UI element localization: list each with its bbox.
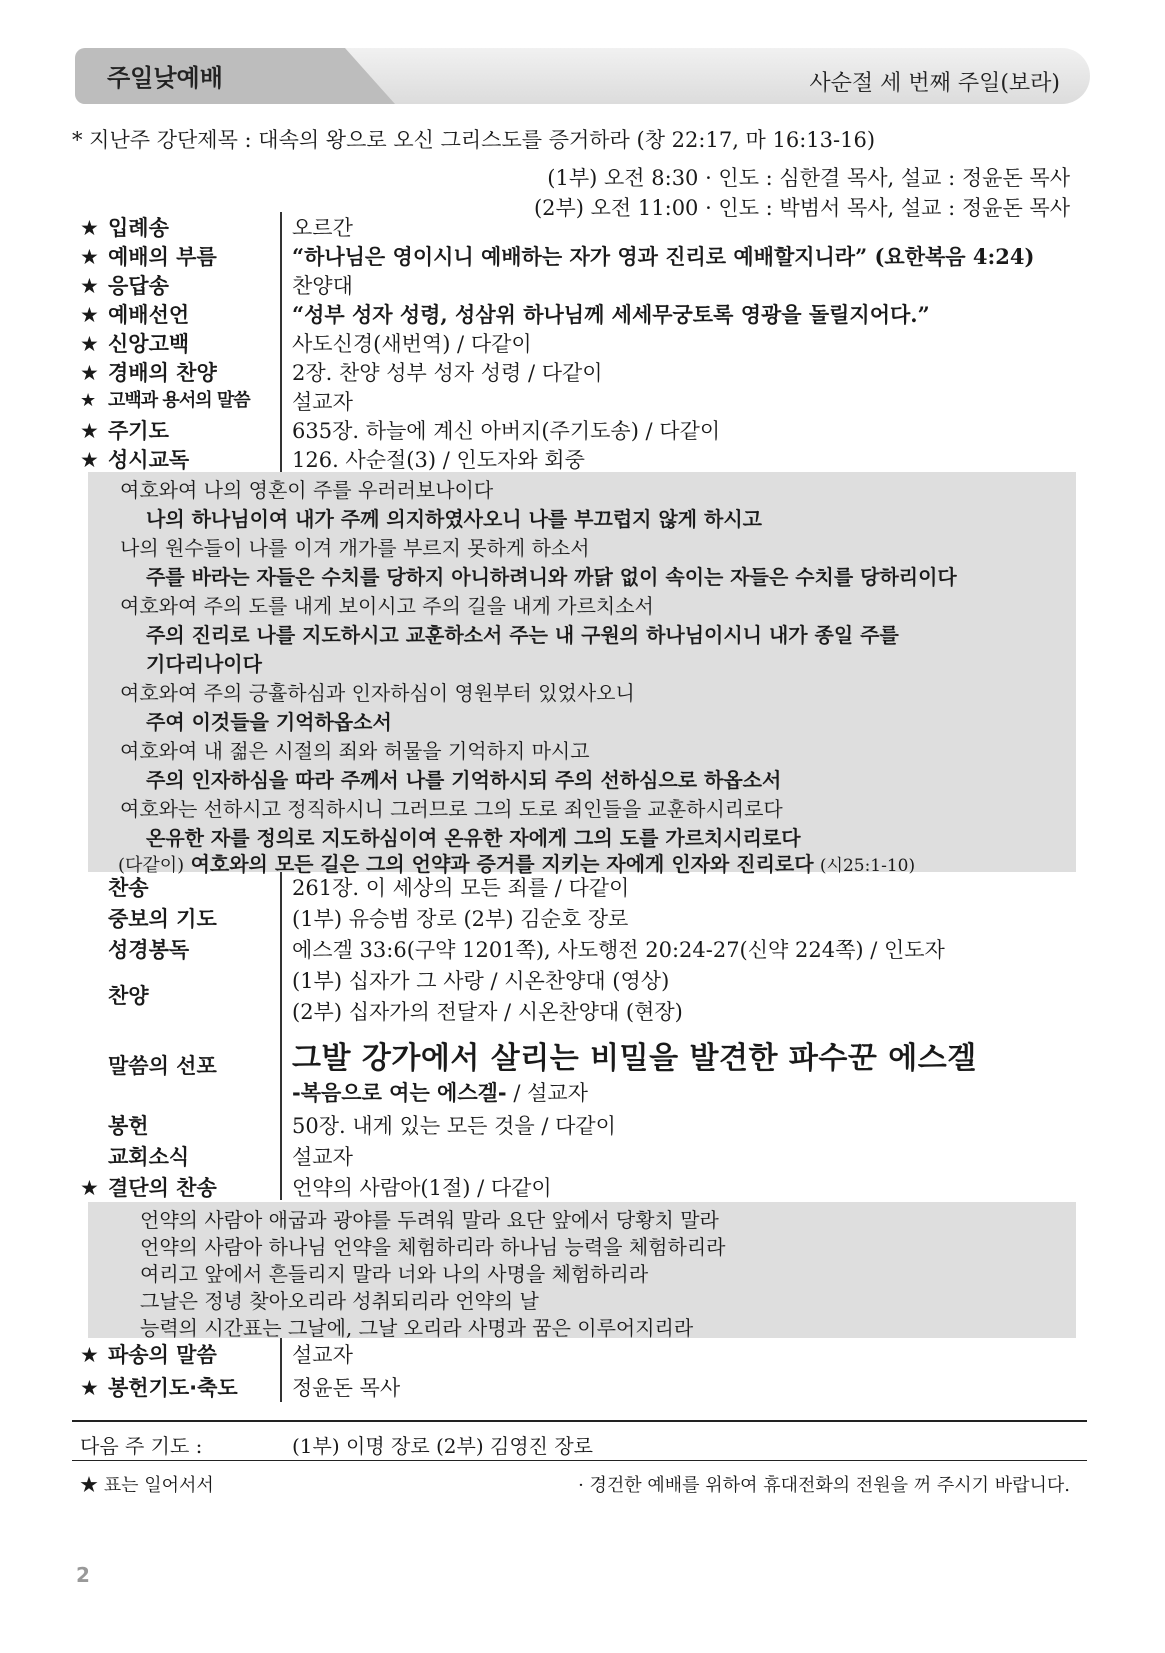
order-value: 126. 사순절(3) / 인도자와 회중 — [292, 448, 585, 472]
order-label: ★ 주기도 — [80, 419, 169, 443]
order-label: ★ 고백과 용서의 말씀 — [80, 390, 250, 411]
order-value: 설교자 — [292, 1145, 353, 1169]
star-icon: ★ — [80, 274, 99, 298]
order-value: 50장. 내게 있는 모든 것을 / 다같이 — [292, 1114, 616, 1138]
reading-line-leader: 여호와는 선하시고 정직하시니 그러므로 그의 도로 죄인들을 교훈하시리로다 — [120, 797, 783, 821]
order-value: 설교자 — [292, 1343, 353, 1367]
order-label: 찬송 — [108, 876, 149, 900]
section-subtitle: 사순절 세 번째 주일(보라) — [809, 71, 1060, 96]
star-icon: ★ — [80, 216, 99, 240]
divider-line — [72, 1460, 1087, 1461]
reading-line-leader: 여호와여 나의 영혼이 주를 우러러보나이다 — [120, 478, 494, 502]
order-row — [80, 996, 1080, 1026]
reading-line-congregation: 주를 바라는 자들은 수치를 당하지 아니하려니와 까닭 없이 속이는 자들은 수치를 당하리이다 — [146, 565, 957, 589]
order-row — [80, 270, 1080, 300]
order-row — [80, 212, 1080, 242]
lyrics-line: 여리고 앞에서 흔들리지 말라 너와 나의 사명을 체험하리라 — [140, 1262, 649, 1286]
star-icon: ★ — [80, 245, 99, 269]
sermon-title: 그발 강가에서 살리는 비밀을 발견한 파수꾼 에스겔 — [292, 1041, 977, 1076]
star-icon: ★ — [80, 419, 99, 443]
order-row — [80, 444, 1080, 474]
order-label: 찬양 — [108, 984, 149, 1008]
order-label: 성경봉독 — [108, 938, 190, 962]
lyrics-line: 언약의 사람아 하나님 언약을 체험하리라 하나님 능력을 체험하리라 — [140, 1235, 726, 1259]
order-label: ★ 예배의 부름 — [80, 245, 217, 269]
lyrics-line: 그날은 정녕 찾아오리라 성취되리라 언약의 날 — [140, 1289, 539, 1313]
service-time-1: (1부) 오전 8:30 · 인도 : 심한결 목사, 설교 : 정윤돈 목사 — [547, 166, 1070, 190]
order-label: 중보의 기도 — [108, 907, 217, 931]
star-icon: ★ — [80, 390, 96, 411]
order-row — [80, 328, 1080, 358]
order-row — [80, 1172, 1080, 1202]
star-icon: ★ — [80, 303, 99, 327]
reading-line-congregation: 주의 인자하심을 따라 주께서 나를 기억하시되 주의 선하심으로 하옵소서 — [146, 768, 782, 792]
order-row — [80, 386, 1080, 416]
order-row — [80, 872, 1080, 902]
star-icon: ★ — [80, 448, 99, 472]
order-label: 봉헌 — [108, 1114, 149, 1138]
order-value: (1부) 유승범 장로 (2부) 김순호 장로 — [292, 907, 629, 931]
next-week-value: (1부) 이명 장로 (2부) 김영진 장로 — [292, 1434, 593, 1458]
order-value: “하나님은 영이시니 예배하는 자가 영과 진리로 예배할지니라” (요한복음 4:24) — [292, 244, 1035, 269]
section-header — [75, 48, 1090, 104]
reading-line-congregation: 주의 진리로 나를 지도하시고 교훈하소서 주는 내 구원의 하나님이시니 내가 종일 주를 — [146, 623, 899, 647]
order-label: ★ 예배선언 — [80, 303, 190, 327]
reading-line-congregation: 온유한 자를 정의로 지도하심이여 온유한 자에게 그의 도를 가르치시리로다 — [146, 826, 801, 850]
reading-line-leader: 나의 원수들이 나를 이겨 개가를 부르지 못하게 하소서 — [120, 536, 590, 560]
footer-note-right: · 경건한 예배를 위하여 휴대전화의 전원을 꺼 주시기 바랍니다. — [578, 1475, 1070, 1496]
order-row — [80, 415, 1080, 445]
order-row — [80, 1110, 1080, 1140]
order-label: ★ 성시교독 — [80, 448, 190, 472]
order-value: 찬양대 — [292, 274, 353, 298]
footer-note-left: ★ 표는 일어서서 — [80, 1475, 214, 1496]
star-icon: ★ — [80, 361, 99, 385]
order-label: 말씀의 선포 — [108, 1054, 217, 1078]
page-number: 2 — [76, 1563, 90, 1587]
order-label: ★ 경배의 찬양 — [80, 361, 217, 385]
order-value: 에스겔 33:6(구약 1201쪽), 사도행전 20:24-27(신약 224쪽) / 인도자 — [292, 938, 945, 962]
lyrics-line: 언약의 사람아 애굽과 광야를 두려워 말라 요단 앞에서 당황치 말라 — [140, 1208, 719, 1232]
divider-line — [72, 1420, 1087, 1422]
order-label: ★ 봉헌기도·축도 — [80, 1376, 238, 1400]
order-label: 교회소식 — [108, 1145, 190, 1169]
reading-all-ref: (시25:1-10) — [819, 856, 916, 876]
order-row — [80, 1372, 1080, 1402]
anthem-second-service: (2부) 십자가의 전달자 / 시온찬양대 (현장) — [292, 1000, 683, 1024]
commitment-lyrics-box — [88, 1202, 1076, 1338]
reading-all-text: 여호와의 모든 길은 그의 언약과 증거를 지키는 자에게 인자와 진리로다 — [190, 852, 814, 876]
order-row — [80, 903, 1080, 933]
anthem-first-service: (1부) 십자가 그 사랑 / 시온찬양대 (영상) — [292, 969, 670, 993]
order-label: ★ 결단의 찬송 — [80, 1176, 217, 1200]
reading-line-leader: 여호와여 주의 긍휼하심과 인자하심이 영원부터 있었사오니 — [120, 681, 635, 705]
order-label: ★ 응답송 — [80, 274, 169, 298]
order-value: 261장. 이 세상의 모든 죄를 / 다같이 — [292, 876, 630, 900]
order-value: 정윤돈 목사 — [292, 1376, 401, 1400]
star-icon: ★ — [80, 1343, 99, 1367]
service-time-2: (2부) 오전 11:00 · 인도 : 박범서 목사, 설교 : 정윤돈 목사 — [533, 196, 1070, 220]
order-label: ★ 파송의 말씀 — [80, 1343, 217, 1367]
reading-line-congregation: 나의 하나님이여 내가 주께 의지하였사오니 나를 부끄럽지 않게 하시고 — [146, 507, 762, 531]
order-row — [80, 299, 1080, 329]
order-value: 설교자 — [292, 390, 353, 414]
reading-line-congregation: 기다리나이다 — [146, 652, 262, 676]
order-row — [80, 1339, 1080, 1369]
reading-line-leader: 여호와여 내 젊은 시절의 죄와 허물을 기억하지 마시고 — [120, 739, 590, 763]
reading-line-leader: 여호와여 주의 도를 내게 보이시고 주의 길을 내게 가르치소서 — [120, 594, 654, 618]
section-title: 주일낮예배 — [107, 64, 223, 92]
order-value: “성부 성자 성령, 성삼위 하나님께 세세무궁토록 영광을 돌릴지어다.” — [292, 302, 930, 327]
sermon-subtitle: -복음으로 여는 에스겔- / 설교자 — [292, 1081, 588, 1105]
order-row — [80, 357, 1080, 387]
order-label: ★ 입례송 — [80, 216, 169, 240]
order-label: ★ 신앙고백 — [80, 332, 190, 356]
order-row — [80, 965, 1080, 995]
lyrics-line: 능력의 시간표는 그날에, 그날 오리라 사명과 꿈은 이루어지리라 — [140, 1316, 694, 1340]
last-week-theme: * 지난주 강단제목 : 대속의 왕으로 오신 그리스도를 증거하라 (창 22:17, 마 16:13-16) — [72, 128, 876, 152]
order-value: 사도신경(새번역) / 다같이 — [292, 332, 532, 356]
order-value: 2장. 찬양 성부 성자 성령 / 다같이 — [292, 361, 603, 385]
next-week-label: 다음 주 기도 : — [80, 1434, 203, 1458]
order-value: 635장. 하늘에 계신 아버지(주기도송) / 다같이 — [292, 419, 721, 443]
star-icon: ★ — [80, 1376, 99, 1400]
reading-line-congregation: 주여 이것들을 기억하옵소서 — [146, 710, 392, 734]
star-icon: ★ — [80, 1176, 99, 1200]
order-value: 오르간 — [292, 216, 353, 240]
star-icon: ★ — [80, 332, 99, 356]
order-row — [80, 241, 1080, 271]
reading-all-lead: (다같이) — [118, 855, 185, 876]
order-row — [80, 934, 1080, 964]
order-row — [80, 1141, 1080, 1171]
responsive-reading-box — [88, 472, 1076, 876]
order-value: 언약의 사람아(1절) / 다같이 — [292, 1176, 552, 1200]
